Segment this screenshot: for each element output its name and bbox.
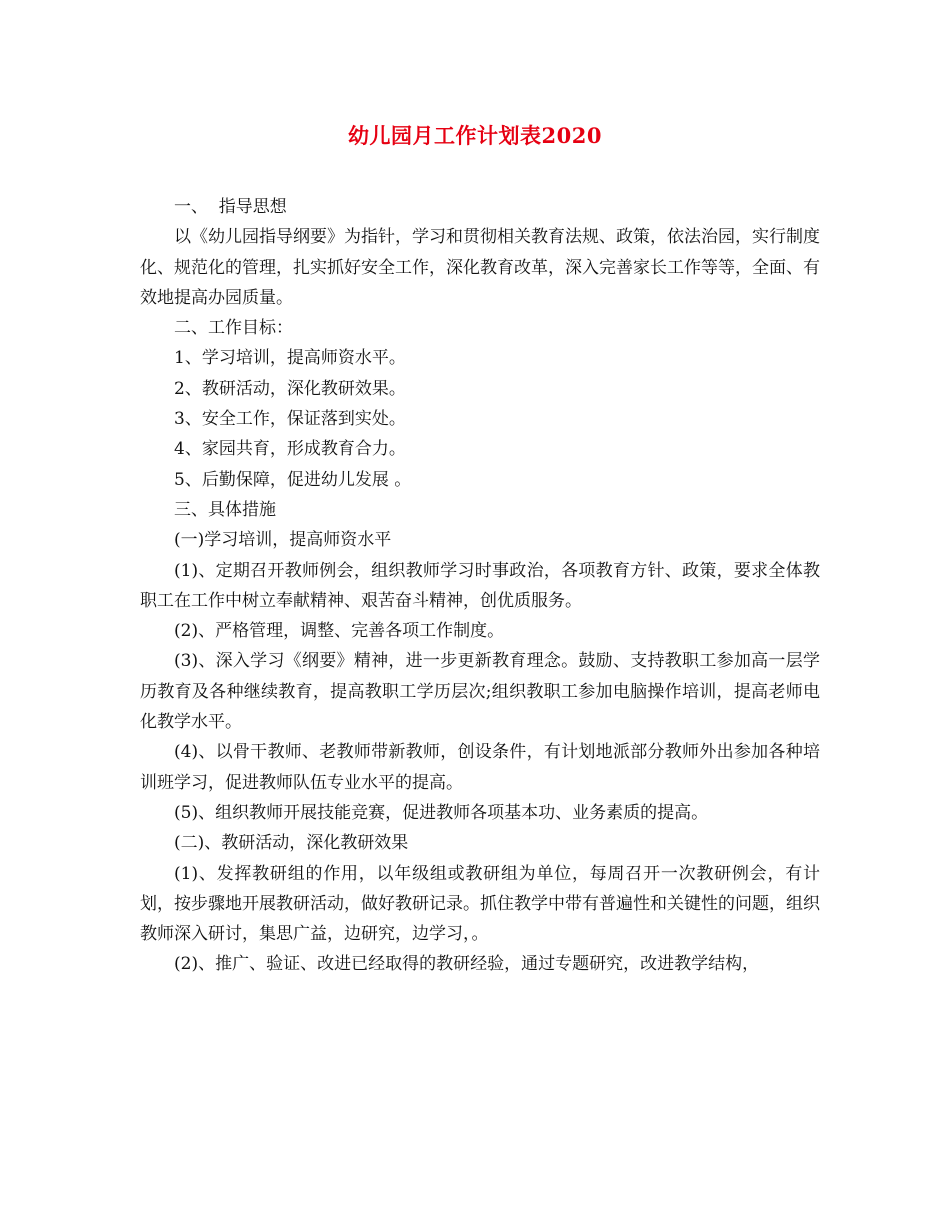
training-item-1: (1)、定期召开教师例会，组织教师学习时事政治，各项教育方针、政策，要求全体教职工在工作中树立奉献精神、艰苦奋斗精神，创优质服务。 (140, 560, 820, 611)
goal-item-4: 4、家园共育，形成教育合力。 (174, 439, 406, 460)
goal-item-2: 2、教研活动，深化教研效果。 (174, 378, 406, 399)
research-item-2: (2)、推广、验证、改进已经取得的教研经验，通过专题研究，改进教学结构， (174, 954, 760, 975)
training-item-4: (4)、以骨干教师、老教师带新教师，创设条件，有计划地派部分教师外出参加各种培训班学习，促进教师队伍专业水平的提高。 (140, 742, 820, 793)
section-heading-measures: 三、具体措施 (174, 499, 276, 520)
goal-item-5: 5、后勤保障，促进幼儿发展 。 (174, 469, 412, 490)
subsection-heading-training: (一)学习培训，提高师资水平 (174, 530, 392, 551)
training-item-2: (2)、严格管理，调整、完善各项工作制度。 (174, 621, 505, 642)
section-heading-work-goals: 二、工作目标： (174, 318, 293, 339)
document-body (140, 192, 820, 980)
training-item-5: (5)、组织教师开展技能竞赛，促进教师各项基本功、业务素质的提高。 (174, 802, 709, 823)
goal-item-3: 3、安全工作，保证落到实处。 (174, 409, 406, 430)
paragraph-guiding-ideology: 以《幼儿园指导纲要》为指针，学习和贯彻相关教育法规、政策，依法治园，实行制度化、规范化的管理，扎实抓好安全工作，深化教育改革，深入完善家长工作等等，全面、有效地提高办园质量。 (140, 227, 820, 308)
subsection-heading-research: (二)、教研活动，深化教研效果 (174, 833, 409, 854)
section-heading-guiding-ideology: 一、 指导思想 (174, 197, 287, 217)
document-title: 幼儿园月工作计划表2020 (348, 123, 602, 148)
training-item-3: (3)、深入学习《纲要》精神，进一步更新教育理念。鼓励、支持教职工参加高一层学历教育及各种继续教育，提高教职工学历层次;组织教职工参加电脑操作培训，提高老师电化教学水平。 (140, 651, 820, 733)
research-item-1: (1)、发挥教研组的作用，以年级组或教研组为单位，每周召开一次教研例会，有计划，按步骤地开展教研活动，做好教研记录。抓住教学中带有普遍性和关键性的问题，组织教师深入研讨，集思广益，边研究，边学习，。 (140, 863, 820, 945)
goal-item-1: 1、学习培训，提高师资水平。 (174, 348, 406, 369)
